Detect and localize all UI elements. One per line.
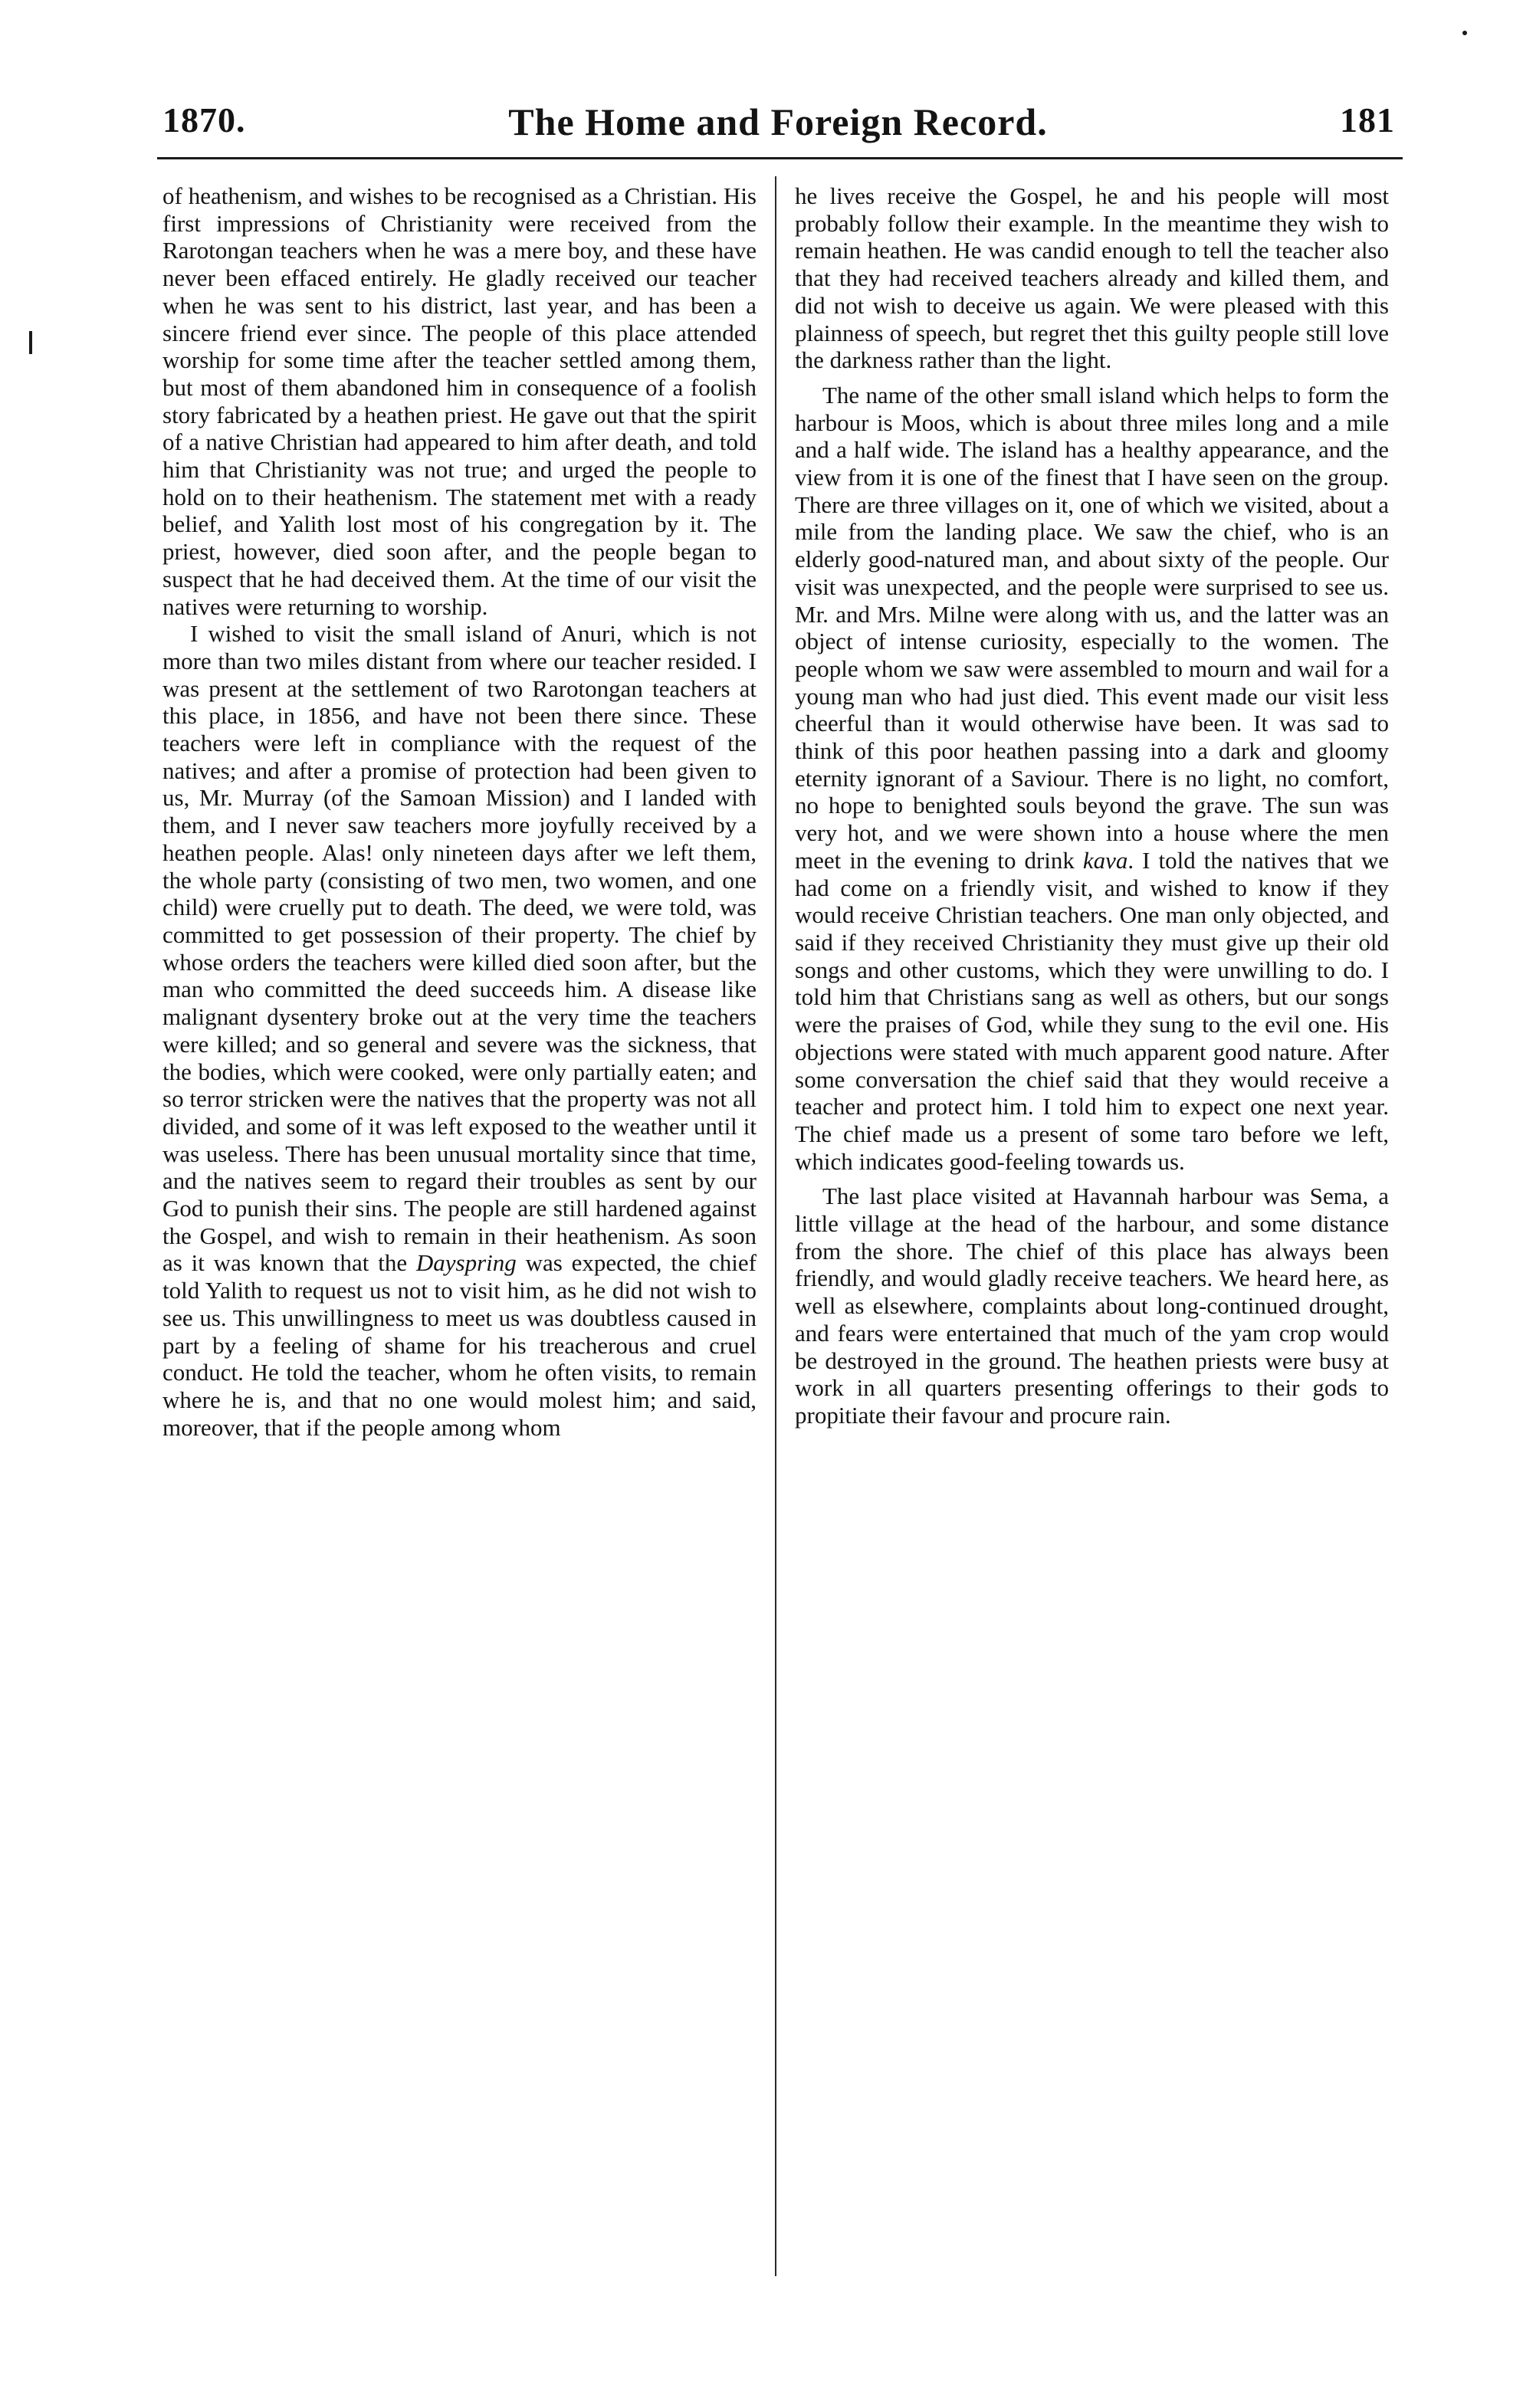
column-divider xyxy=(775,176,776,2276)
corner-dot xyxy=(1462,31,1467,35)
paragraph: he lives receive the Gospel, he and his people will most probably follow their example. In the meantime they wish to remain heathen. He was candid enough to tell the teacher also that they had received teachers already and killed them, and did not wish to deceive us again. We were pleased with this plainness of speech, but regret thet this guilty people still love the darkness rather than the light. xyxy=(795,182,1389,374)
italic-word: kava xyxy=(1082,846,1128,874)
header-year: 1870. xyxy=(162,100,246,139)
paragraph: of heathenism, and wishes to be recognised as a Christian. His first impressions of Christianity were received from the Rarotongan teachers when he was a mere boy, and these have never been effaced entirely. He gladly received our teacher when he was sent to his district, last year, and has been a sincere friend ever since. The people of this place attended worship for some time after the teacher settled among them, but most of them abandoned him in consequence of a foolish story fabricated by a heathen priest. He gave out that the spirit of a native Christian had appeared to him after death, and told him that Christianity was not true; and urged the people to hold on to their heathenism. The statement met with a ready belief, and Yalith lost most of his congregation by it. The priest, however, died soon after, and the people began to suspect that he had deceived them. At the time of our visit the natives were returning to worship. xyxy=(162,182,757,620)
ship-name: Dayspring xyxy=(415,1249,517,1277)
paragraph: I wished to visit the small island of Anuri, which is not more than two miles distant from where our teacher resided. I was present at the settlement of two Rarotongan teachers at this place, in 1856, and have not been there since. These teachers were left in compliance with the request of the natives; and after a promise of protection had been given to us, Mr. Murray (of the Samoan Mission) and I landed with them, and I never saw teachers more joyfully received by a heathen people. Alas! only nineteen days after we left them, the whole party (consisting of two men, two women, and one child) were cruelly put to death. The deed, we were told, was committed to get possession of their property. The chief by whose orders the teachers were killed died soon after, but the man who committed the deed succeeds him. A disease like malignant dysentery broke out at the very time the teachers were killed; and so general and severe was the sickness, that the bodies, which were cooked, were only partially eaten; and so terror stricken were the natives that the property was not all divided, and some of it was left exposed to the weather until it was useless. There has been unusual mortality since that time, and the natives seem to regard their troubles as sent by our God to punish their sins. The people are still hardened against the Gospel, and wish to remain in their heathenism. As soon as it was known that the Dayspring was expected, the chief told Yalith to request us not to visit him, as he did not wish to see us. This unwillingness to meet us was doubtless caused in part by a feeling of shame for his treacherous and cruel conduct. He told the teacher, whom he often visits, to remain where he is, and that no one would molest him; and said, moreover, that if the people among whom xyxy=(162,620,757,1441)
left-column xyxy=(162,182,757,1441)
right-column xyxy=(795,182,1389,1429)
header-rule xyxy=(157,157,1403,159)
paragraph: The name of the other small island which helps to form the harbour is Moos, which is about three miles long and a mile and a half wide. The island has a healthy appearance, and the view from it is one of the finest that I have seen on the group. There are three villages on it, one of which we visited, about a mile from the landing place. We saw the chief, who is an elderly good-natured man, and about sixty of the people. Our visit was unexpected, and the people were surprised to see us. Mr. and Mrs. Milne were along with us, and the latter was an object of intense curiosity, especially to the women. The people whom we saw were assembled to mourn and wail for a young man who had just died. This event made our visit less cheerful than it would otherwise have been. It was sad to think of this poor heathen passing into a dark and gloomy eternity ignorant of a Saviour. There is no light, no comfort, no hope to benighted souls beyond the grave. The sun was very hot, and we were shown into a house where the men meet in the evening to drink kava. I told the natives that we had come on a friendly visit, and wished to know if they would receive Christian teachers. One man only objected, and said if they received Christianity they must give up their old songs and other customs, which they were unwilling to do. I told him that Christians sang as well as others, but our songs were the praises of God, while they sung to the evil one. His objections were stated with much apparent good nature. After some conversation the chief said that they would receive a teacher and protect him. I told him to expect one next year. The chief made us a present of some taro before we left, which indicates good-feeling towards us. xyxy=(795,381,1389,1175)
paragraph: The last place visited at Havannah harbour was Sema, a little village at the head of the harbour, and some distance from the shore. The chief of this place has always been friendly, and would gladly receive teachers. We heard here, as well as elsewhere, complaints about long-continued drought, and fears were entertained that much of the yam crop would be destroyed in the ground. The heathen priests were busy at work in all quarters presenting offerings to their gods to propitiate their favour and procure rain. xyxy=(795,1183,1389,1429)
running-header xyxy=(153,100,1403,146)
margin-mark xyxy=(29,331,32,354)
journal-title: The Home and Foreign Record. xyxy=(508,100,1048,143)
page-number: 181 xyxy=(1340,100,1395,139)
